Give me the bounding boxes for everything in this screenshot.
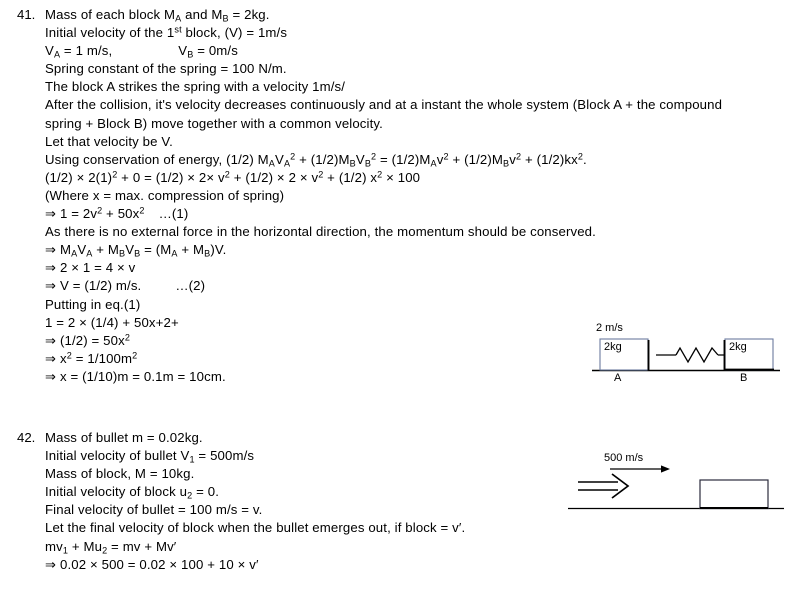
text-run: ⇒ x xyxy=(45,350,67,366)
block-b-mass-label: 2kg xyxy=(729,341,747,353)
superscript: 2 xyxy=(97,205,103,216)
line-41-5: The block A strikes the spring with a velocity 1m/s/ xyxy=(45,79,346,95)
subscript: B xyxy=(349,158,356,169)
line-41-21: ⇒ x = (1/10)m = 0.1m = 10cm. xyxy=(45,368,226,384)
line-41-8: Let that velocity be V. xyxy=(45,133,173,149)
superscript: 2 xyxy=(371,151,377,162)
line-42-8: ⇒ 0.02 × 500 = 0.02 × 100 + 10 × v′ xyxy=(45,556,259,572)
text-run: = 0. xyxy=(192,484,219,500)
subscript: B xyxy=(222,13,229,24)
line-41-11: (Where x = max. compression of spring) xyxy=(45,187,285,203)
subscript: 2 xyxy=(187,490,193,501)
line-42-6: Let the final velocity of block when the bullet emerges out, if block = v′. xyxy=(45,520,466,536)
subscript: A xyxy=(268,158,275,169)
text-run: + (1/2)M xyxy=(295,151,350,167)
line-41-3 xyxy=(45,42,775,60)
line-42-3: Mass of block, M = 10kg. xyxy=(45,466,195,482)
subscript: A xyxy=(283,158,291,169)
line-41-15: ⇒ 2 × 1 = 4 × v xyxy=(45,260,136,276)
line-41-4: Spring constant of the spring = 100 N/m. xyxy=(45,61,287,77)
text-run: = (M xyxy=(140,242,172,258)
text-run: + (1/2)kx xyxy=(521,151,578,167)
block-a-mass-label: 2kg xyxy=(604,341,622,353)
superscript: 2 xyxy=(377,169,383,180)
text-run: . xyxy=(583,151,587,167)
text-run: v xyxy=(436,151,444,167)
text-run: Mass of each block M xyxy=(45,7,176,22)
velocity-label-42: 500 m/s xyxy=(604,452,644,464)
superscript: 2 xyxy=(112,169,118,180)
line-41-18: 1 = 2 × (1/4) + 50x+2+ xyxy=(45,314,179,330)
text-run: (1/2) × 2(1) xyxy=(45,169,113,185)
spring-collision-diagram xyxy=(588,322,784,388)
text-run: = 0m/s xyxy=(193,43,238,59)
subscript: B xyxy=(119,248,126,259)
line-41-13: As there is no external force in the horizontal direction, the momentum should be conserved. xyxy=(45,224,596,240)
subscript: B xyxy=(134,248,141,259)
subscript: A xyxy=(175,13,182,24)
subscript: A xyxy=(430,158,437,169)
bullet-arrow-head xyxy=(612,474,628,498)
text-run: ⇒ V = (1/2) m/s. xyxy=(45,278,142,294)
superscript: 2 xyxy=(290,151,296,162)
text-run: + M xyxy=(177,242,205,258)
text-run: Initial velocity of bullet V xyxy=(45,448,190,464)
line-41-10 xyxy=(45,169,775,187)
subscript: B xyxy=(364,158,372,169)
line-41-17: Putting in eq.(1) xyxy=(45,296,141,312)
target-block-rect xyxy=(700,480,768,509)
text-run: v xyxy=(509,151,516,167)
block-b-name-label: B xyxy=(740,372,748,384)
bullet-block-svg xyxy=(566,452,787,522)
equation-number: …(2) xyxy=(175,278,206,294)
text-run: ⇒ (1/2) = 50x xyxy=(45,332,125,348)
subscript: A xyxy=(171,248,178,259)
text-run: V xyxy=(275,151,284,167)
subscript: B xyxy=(503,158,510,169)
text-run: + 0 = (1/2) × 2× v xyxy=(117,169,225,185)
superscript: 2 xyxy=(139,205,145,216)
subscript: 2 xyxy=(102,544,108,555)
problem-42-number: 42. xyxy=(17,430,36,445)
text-run: = (1/2)M xyxy=(376,151,431,167)
line-42-1: Mass of bullet m = 0.02kg. xyxy=(45,430,203,445)
text-run: V xyxy=(355,151,365,167)
text-run: and M xyxy=(181,7,223,22)
subscript: B xyxy=(204,248,211,259)
superscript: 2 xyxy=(443,151,449,162)
text-run: + (1/2)M xyxy=(448,151,504,167)
text-run: V xyxy=(45,43,54,59)
text-run: = 1/100m xyxy=(71,350,133,366)
text-run: Initial velocity of the 1 xyxy=(45,25,175,41)
line-41-2 xyxy=(45,24,775,42)
problem-41-number: 41. xyxy=(17,7,36,22)
subscript: 1 xyxy=(62,544,69,555)
text-run: )V. xyxy=(210,242,227,258)
line-41-12 xyxy=(45,205,775,223)
text-run: + M xyxy=(92,242,119,258)
line-42-5: Final velocity of bullet = 100 m/s = v. xyxy=(45,502,263,518)
velocity-label-41: 2 m/s xyxy=(596,322,623,334)
text-run: = 2kg. xyxy=(228,7,270,22)
bullet-block-diagram xyxy=(566,452,787,522)
line-41-14 xyxy=(45,241,775,259)
superscript: 2 xyxy=(132,350,138,361)
text-run: + 50x xyxy=(102,206,140,222)
text-run: + (1/2) × 2 × v xyxy=(229,169,319,185)
text-run: mv xyxy=(45,538,63,554)
equation-number: …(1) xyxy=(158,206,189,222)
text-run: + (1/2) x xyxy=(323,169,378,185)
line-41-1 xyxy=(45,6,775,24)
text-run: × 100 xyxy=(382,169,421,185)
block-a-name-label: A xyxy=(614,372,622,384)
subscript: 1 xyxy=(189,454,195,465)
superscript: 2 xyxy=(577,151,584,162)
text-run: block, (V) = 1m/s xyxy=(181,25,288,41)
text-run: ⇒ 1 = 2v xyxy=(45,206,98,222)
text-run: = 500m/s xyxy=(194,448,255,464)
line-41-6: After the collision, it's velocity decreases continuously and at a instant the whole system (Block A + the compound spring + Block B) move together with a common velocity. xyxy=(45,97,723,131)
text-run: Using conservation of energy, (1/2) M xyxy=(45,151,269,167)
subscript: A xyxy=(53,49,61,60)
subscript: A xyxy=(86,248,93,259)
superscript: 2 xyxy=(66,350,72,361)
superscript: 2 xyxy=(124,331,131,342)
text-run: V xyxy=(178,43,188,59)
superscript: 2 xyxy=(224,169,230,180)
velocity-arrow-head xyxy=(661,465,670,472)
spring-coils xyxy=(676,348,718,362)
text-run: V xyxy=(77,242,87,258)
superscript: 2 xyxy=(515,151,522,162)
text-run: = 1 m/s, xyxy=(60,43,113,59)
line-41-16 xyxy=(45,277,775,295)
text-run: V xyxy=(125,242,135,258)
text-run: ⇒ M xyxy=(45,242,72,258)
superscript: st xyxy=(174,24,182,35)
line-42-7 xyxy=(45,538,775,556)
line-41-9 xyxy=(45,151,775,169)
superscript: 2 xyxy=(318,169,324,180)
subscript: A xyxy=(71,248,78,259)
text-run: Initial velocity of block u xyxy=(45,484,188,500)
subscript: B xyxy=(187,49,194,60)
text-run: = mv + Mv′ xyxy=(107,538,177,554)
text-run: + Mu xyxy=(68,538,103,554)
